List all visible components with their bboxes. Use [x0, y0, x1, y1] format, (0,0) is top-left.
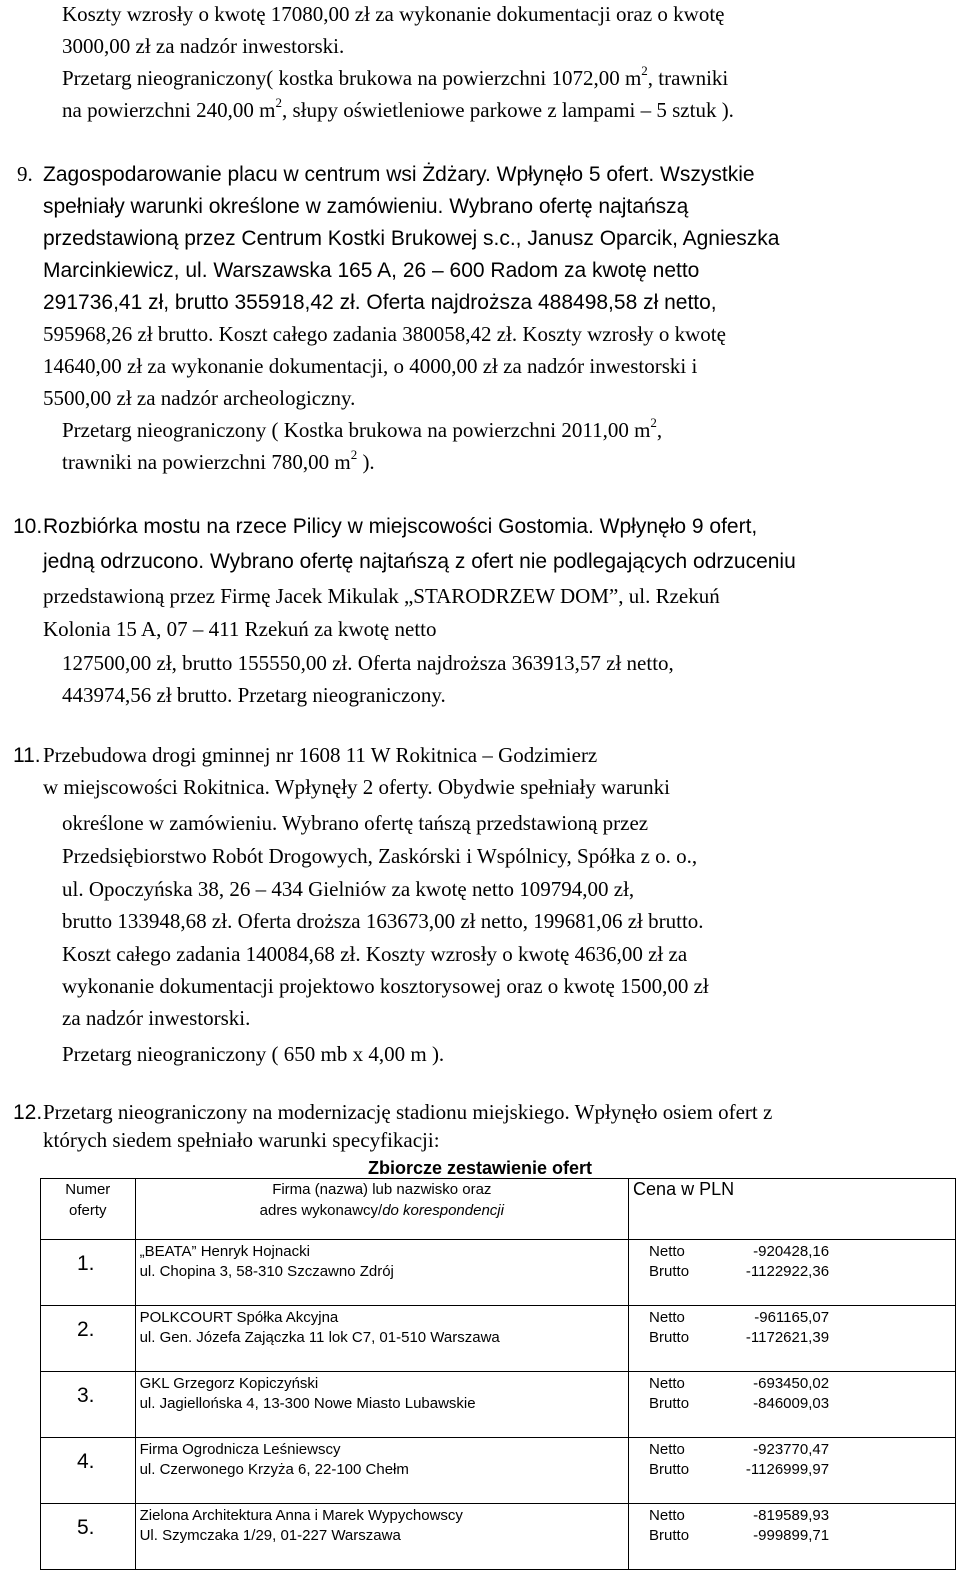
item-9-line-2: spełniały warunki określone w zamówieniu. Wybrano ofertę najtańszą	[43, 195, 689, 218]
item-9-number: 9.	[17, 162, 33, 186]
item-9-line-7: 14640,00 zł za wykonanie dokumentacji, o 4000,00 zł za nadzór inwestorski i	[43, 354, 698, 378]
item-11-line-5: ul. Opoczyńska 38, 26 – 434 Gielniów za kwotę netto 109794,00 zł,	[62, 877, 635, 901]
intro-line-3: Przetarg nieograniczony( kostka brukowa na powierzchni 1072,00 $m^2$, trawniki	[62, 63, 729, 90]
item-10-line-4: Kolonia 15 A, 07 – 411 Rzekuń za kwotę netto	[43, 617, 437, 641]
item-11-line-8: wykonanie dokumentacji projektowo kosztorysowej oraz o kwotę 1500,00 zł	[62, 974, 709, 998]
item-10-line-1: Rozbiórka mostu na rzece Pilicy w miejscowości Gostomia. Wpłynęło 9 ofert,	[43, 515, 758, 538]
contractor-name: Zielona Architektura Anna i Marek Wypychowscy	[139, 1507, 463, 1524]
table-row	[41, 1372, 956, 1438]
price-netto: -923770,47	[753, 1441, 830, 1458]
intro-line-4: na powierzchni 240,00 $m^2$, słupy oświetleniowe parkowe z lampami – 5 sztuk ).	[62, 95, 734, 122]
item-12-number: 12.	[13, 1101, 43, 1124]
contractor-name: POLKCOURT Spółka Akcyjna	[139, 1309, 339, 1326]
table-row	[41, 1306, 956, 1372]
header-contractor: Firma (nazwa) lub nazwisko oraz adres wykonawcy/do korespondencji	[135, 1179, 628, 1240]
price-netto: -961165,07	[754, 1309, 830, 1326]
item-9-line-9: Przetarg nieograniczony ( Kostka brukowa na powierzchni 2011,00 $m^2$,	[62, 415, 663, 442]
table-row	[41, 1504, 956, 1570]
price-brutto: -846009,03	[753, 1395, 830, 1412]
price-netto: -819589,93	[753, 1507, 830, 1524]
offer-contractor	[135, 1504, 628, 1570]
item-9-line-8: 5500,00 zł za nadzór archeologiczny.	[43, 386, 356, 410]
item-10-number: 10.	[13, 515, 43, 538]
offer-number: 5.	[41, 1504, 136, 1570]
offer-price: Netto -961165,07 Brutto -1172621,39	[629, 1306, 956, 1372]
item-9-line-4: Marcinkiewicz, ul. Warszawska 165 A, 26 – 600 Radom za kwotę netto	[43, 259, 700, 282]
item-12-line-2: których siedem spełniało warunki specyfikacji:	[43, 1128, 440, 1152]
item-9-line-10: trawniki na powierzchni 780,00 $m^2$ ).	[62, 447, 375, 474]
table-row	[41, 1438, 956, 1504]
item-9-line-1: Zagospodarowanie placu w centrum wsi Żdżary. Wpłynęło 5 ofert. Wszystkie	[43, 163, 755, 186]
item-11-line-9: za nadzór inwestorski.	[62, 1006, 251, 1030]
offer-price: Netto -920428,16 Brutto -1122922,36	[629, 1240, 956, 1306]
offer-contractor	[135, 1306, 628, 1372]
item-12-line-1: Przetarg nieograniczony na modernizację stadionu miejskiego. Wpłynęło osiem ofert z	[43, 1100, 773, 1124]
header-price: Cena w PLN	[629, 1179, 956, 1240]
price-brutto: -1122922,36	[745, 1263, 830, 1280]
price-netto: -920428,16	[753, 1243, 830, 1260]
item-11-line-6: brutto 133948,68 zł. Oferta droższa 163673,00 zł netto, 199681,06 zł brutto.	[62, 909, 704, 933]
contractor-address: Ul. Szymczaka 1/29, 01-227 Warszawa	[139, 1527, 401, 1544]
intro-line-2: 3000,00 zł za nadzór inwestorski.	[62, 34, 345, 58]
offer-contractor	[135, 1372, 628, 1438]
table-header-row	[41, 1179, 956, 1240]
contractor-address: ul. Gen. Józefa Zajączka 11 lok C7, 01-510 Warszawa	[139, 1329, 500, 1346]
offer-price: Netto -923770,47 Brutto -1126999,97	[629, 1438, 956, 1504]
offer-price: Netto -693450,02 Brutto -846009,03	[629, 1372, 956, 1438]
offer-number: 3.	[41, 1372, 136, 1438]
item-11-line-2: w miejscowości Rokitnica. Wpłynęły 2 oferty. Obydwie spełniały warunki	[43, 775, 670, 799]
offers-table	[40, 1178, 956, 1570]
contractor-name: Firma Ogrodnicza Leśniewscy	[139, 1441, 341, 1458]
item-10-line-3: przedstawioną przez Firmę Jacek Mikulak „STARODRZEW DOM”, ul. Rzekuń	[43, 584, 720, 608]
intro-line-1: Koszty wzrosły o kwotę 17080,00 zł za wykonanie dokumentacji oraz o kwotę	[62, 2, 725, 26]
item-10-line-6: 443974,56 zł brutto. Przetarg nieograniczony.	[62, 683, 446, 707]
contractor-address: ul. Czerwonego Krzyża 6, 22-100 Chełm	[139, 1461, 409, 1478]
offer-number: 4.	[41, 1438, 136, 1504]
price-brutto: -999899,71	[753, 1527, 830, 1544]
item-11-line-10: Przetarg nieograniczony ( 650 mb x 4,00 m ).	[62, 1042, 445, 1066]
item-11-line-7: Koszt całego zadania 140084,68 zł. Koszty wzrosły o kwotę 4636,00 zł za	[62, 942, 688, 966]
offer-contractor	[135, 1438, 628, 1504]
contractor-name: „BEATA” Henryk Hojnacki	[139, 1243, 310, 1260]
item-10-line-5: 127500,00 zł, brutto 155550,00 zł. Oferta najdroższa 363913,57 zł netto,	[62, 651, 674, 675]
offer-number: 1.	[41, 1240, 136, 1306]
contractor-address: ul. Chopina 3, 58-310 Szczawno Zdrój	[139, 1263, 394, 1280]
price-brutto: -1126999,97	[745, 1461, 830, 1478]
table-title: Zbiorcze zestawienie ofert	[367, 1158, 593, 1178]
offer-number: 2.	[41, 1306, 136, 1372]
header-offer-number: Numer oferty	[41, 1179, 136, 1240]
item-11-line-1: Przebudowa drogi gminnej nr 1608 11 W Rokitnica – Godzimierz	[43, 743, 598, 767]
contractor-name: GKL Grzegorz Kopiczyński	[139, 1375, 319, 1392]
item-9-line-6: 595968,26 zł brutto. Koszt całego zadania 380058,42 zł. Koszty wzrosły o kwotę	[43, 322, 726, 346]
item-11-number: 11.	[13, 744, 41, 767]
item-11-line-4: Przedsiębiorstwo Robót Drogowych, Zaskórski i Wspólnicy, Spółka z o. o.,	[62, 844, 698, 868]
price-brutto: -1172621,39	[745, 1329, 830, 1346]
item-10-line-2: jedną odrzucono. Wybrano ofertę najtańszą z ofert nie podlegających odrzuceniu	[43, 550, 796, 573]
item-9-line-3: przedstawioną przez Centrum Kostki Brukowej s.c., Janusz Oparcik, Agnieszka	[43, 227, 780, 250]
offer-price: Netto -819589,93 Brutto -999899,71	[629, 1504, 956, 1570]
item-11-line-3: określone w zamówieniu. Wybrano ofertę tańszą przedstawioną przez	[62, 811, 649, 835]
table-row	[41, 1240, 956, 1306]
item-9-line-5: 291736,41 zł, brutto 355918,42 zł. Oferta najdroższa 488498,58 zł netto,	[43, 291, 717, 314]
offer-contractor	[135, 1240, 628, 1306]
contractor-address: ul. Jagiellońska 4, 13-300 Nowe Miasto Lubawskie	[139, 1395, 476, 1412]
price-netto: -693450,02	[753, 1375, 830, 1392]
